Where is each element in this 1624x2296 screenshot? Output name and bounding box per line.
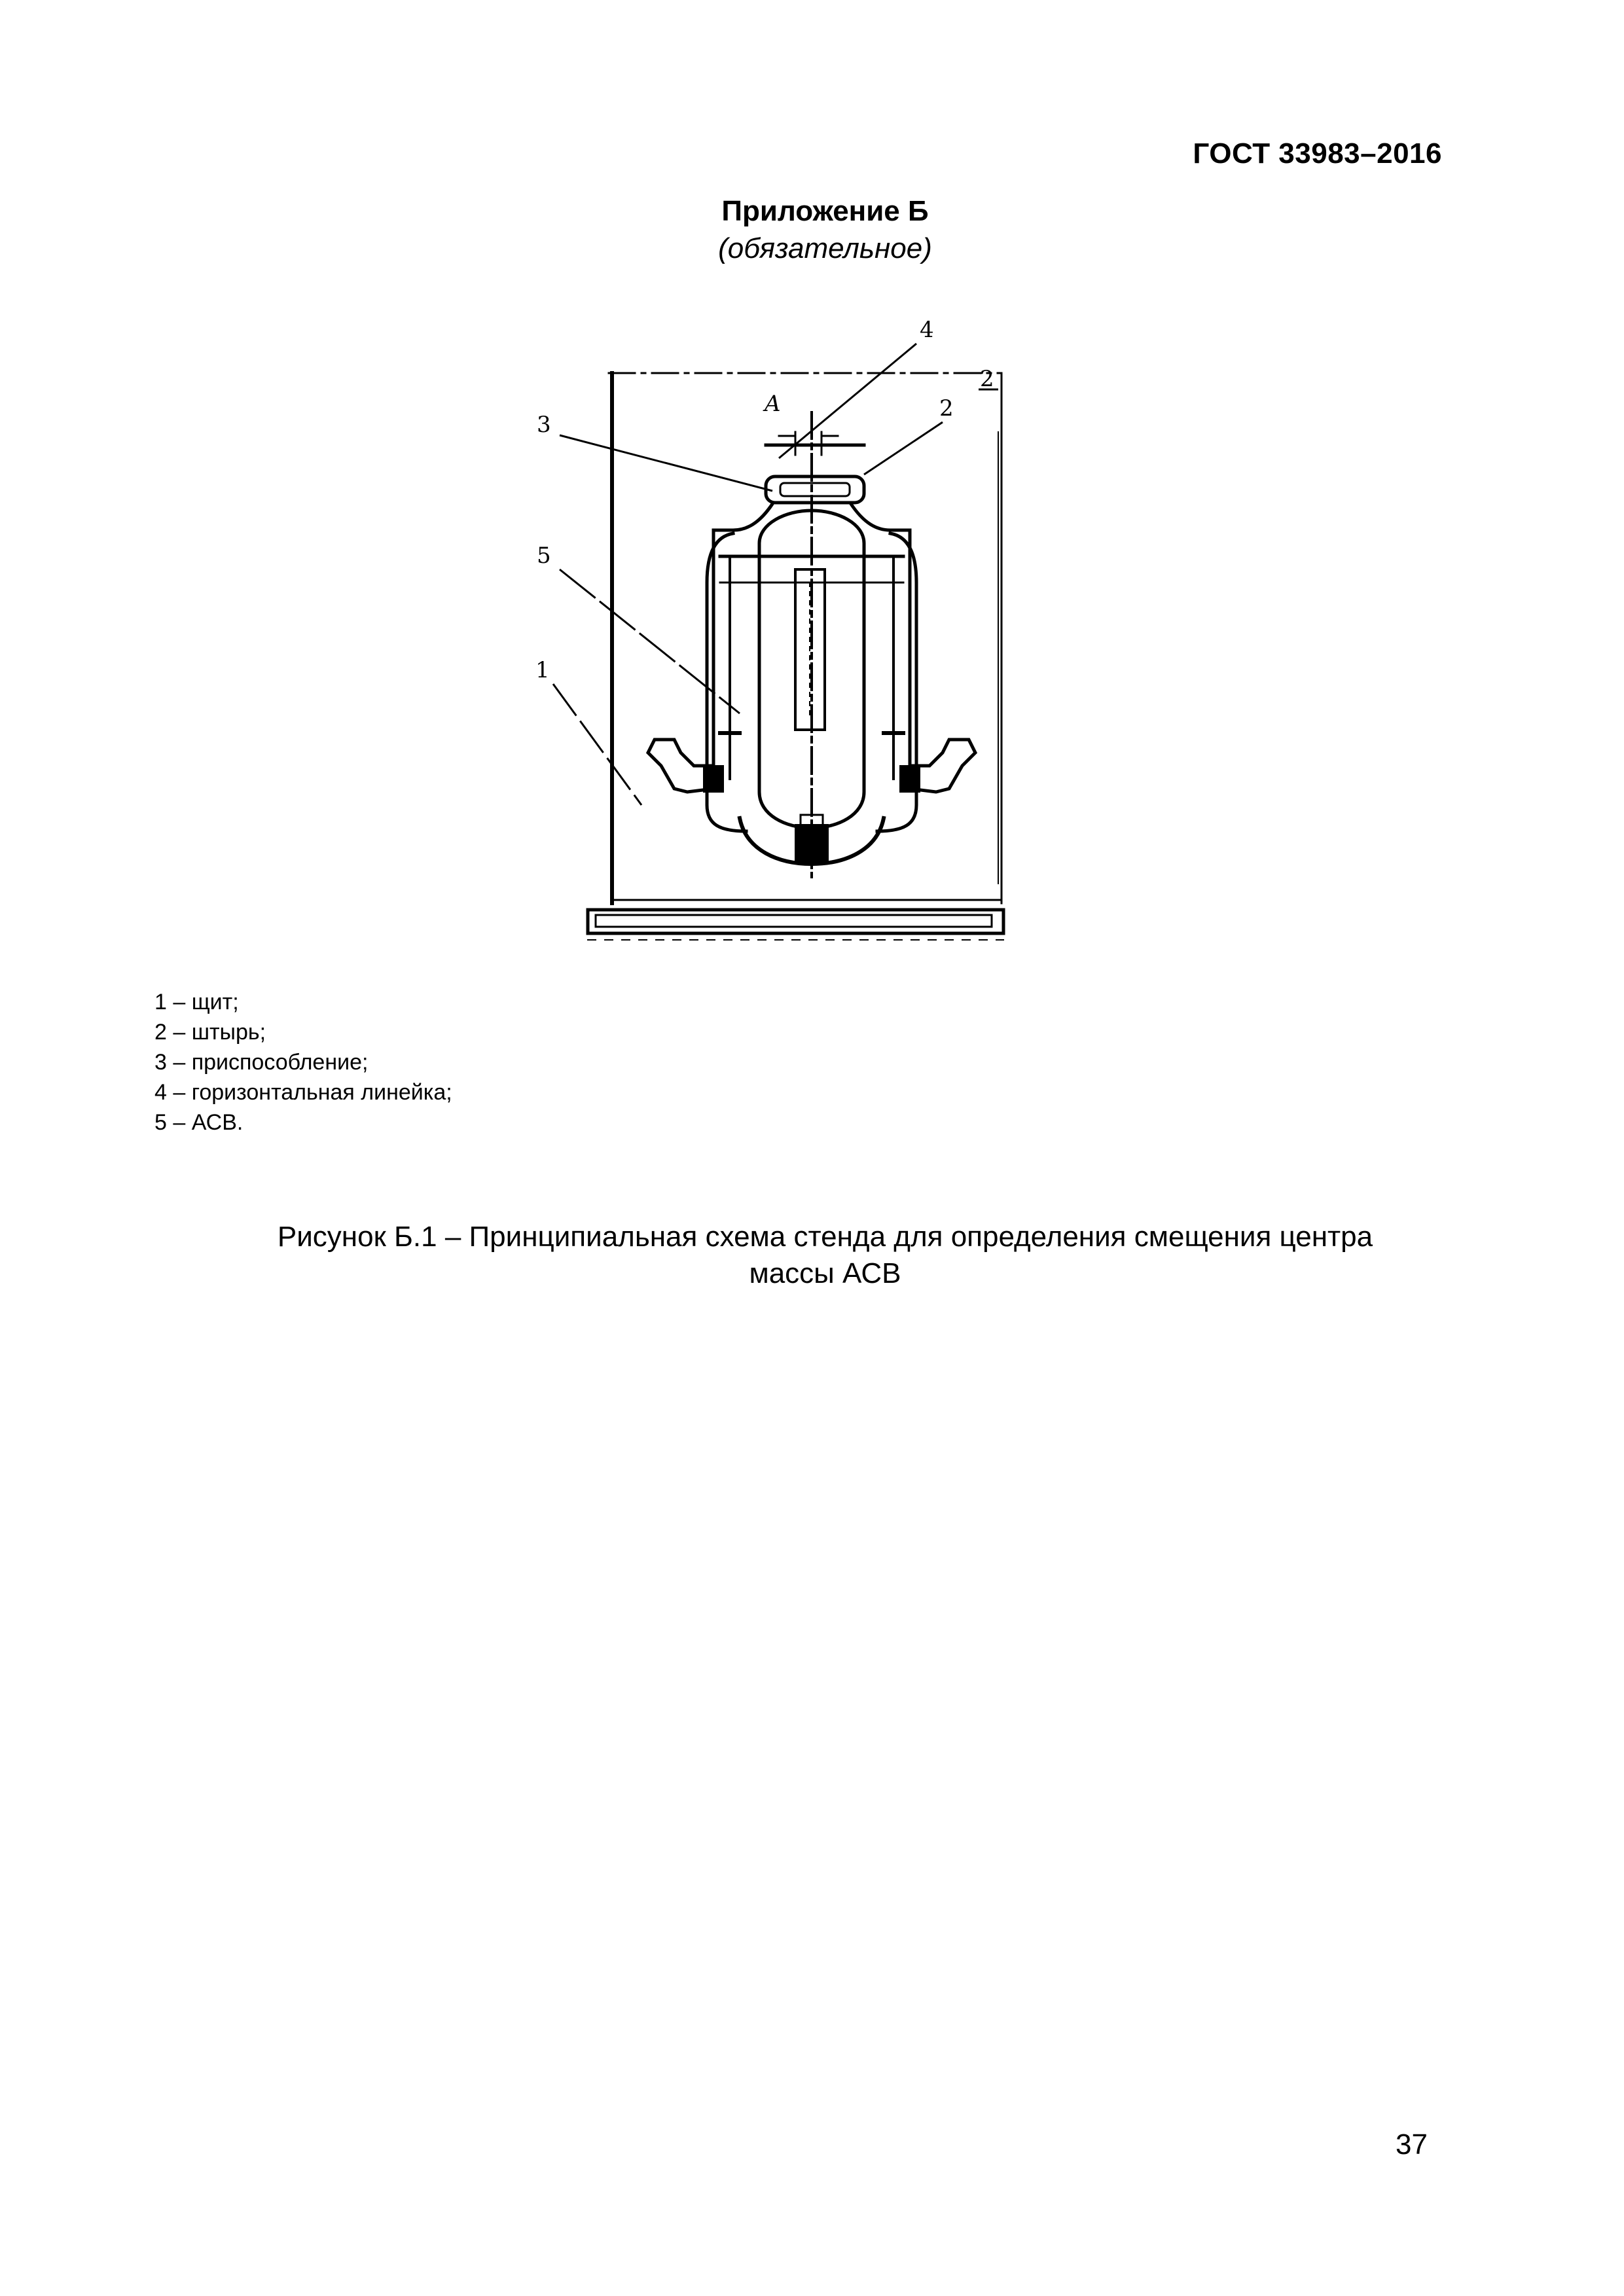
document-code: ГОСТ 33983–2016: [1193, 137, 1442, 170]
figure-caption-line-1: Рисунок Б.1 – Принципиальная схема стенда для определения смещения центра: [277, 1221, 1373, 1253]
appendix-title: Приложение Б: [721, 195, 929, 227]
stand-schematic-figure: [497, 308, 1087, 949]
stand-schematic-drawing: [497, 308, 1087, 949]
legend-item-3: 3 – приспособление;: [154, 1050, 369, 1075]
legend-item-2: 2 – штырь;: [154, 1020, 266, 1045]
label-5: 5: [537, 543, 551, 569]
label-4: 4: [920, 317, 934, 343]
appendix-subtitle: (обязательное): [718, 232, 932, 264]
leader-line-3: [560, 435, 772, 491]
left-strap-buckle: [704, 766, 723, 792]
base-plate-inner: [596, 915, 992, 927]
label-3: 3: [537, 412, 551, 438]
legend-item-5: 5 – АСВ.: [154, 1110, 244, 1135]
fixture-handle-slot: [780, 483, 850, 496]
leader-line-4: [779, 344, 916, 458]
bottom-valve: [795, 825, 828, 864]
page-number: 37: [1396, 2128, 1428, 2161]
leader-line-2: [864, 422, 943, 475]
figure-caption: [0, 1219, 1624, 1292]
label-2: 2: [939, 395, 954, 422]
leader-line-1: [553, 684, 641, 805]
label-2b: 2: [980, 366, 994, 392]
label-dim-a: A: [765, 391, 781, 417]
base-plate: [588, 910, 1003, 933]
figure-caption-line-2: массы АСВ: [749, 1257, 901, 1289]
legend-item-1: 1 – щит;: [154, 990, 239, 1014]
figure-legend: [154, 987, 452, 1138]
right-strap-buckle: [900, 766, 920, 792]
label-1: 1: [535, 657, 550, 683]
legend-item-4: 4 – горизонтальная линейка;: [154, 1080, 452, 1105]
